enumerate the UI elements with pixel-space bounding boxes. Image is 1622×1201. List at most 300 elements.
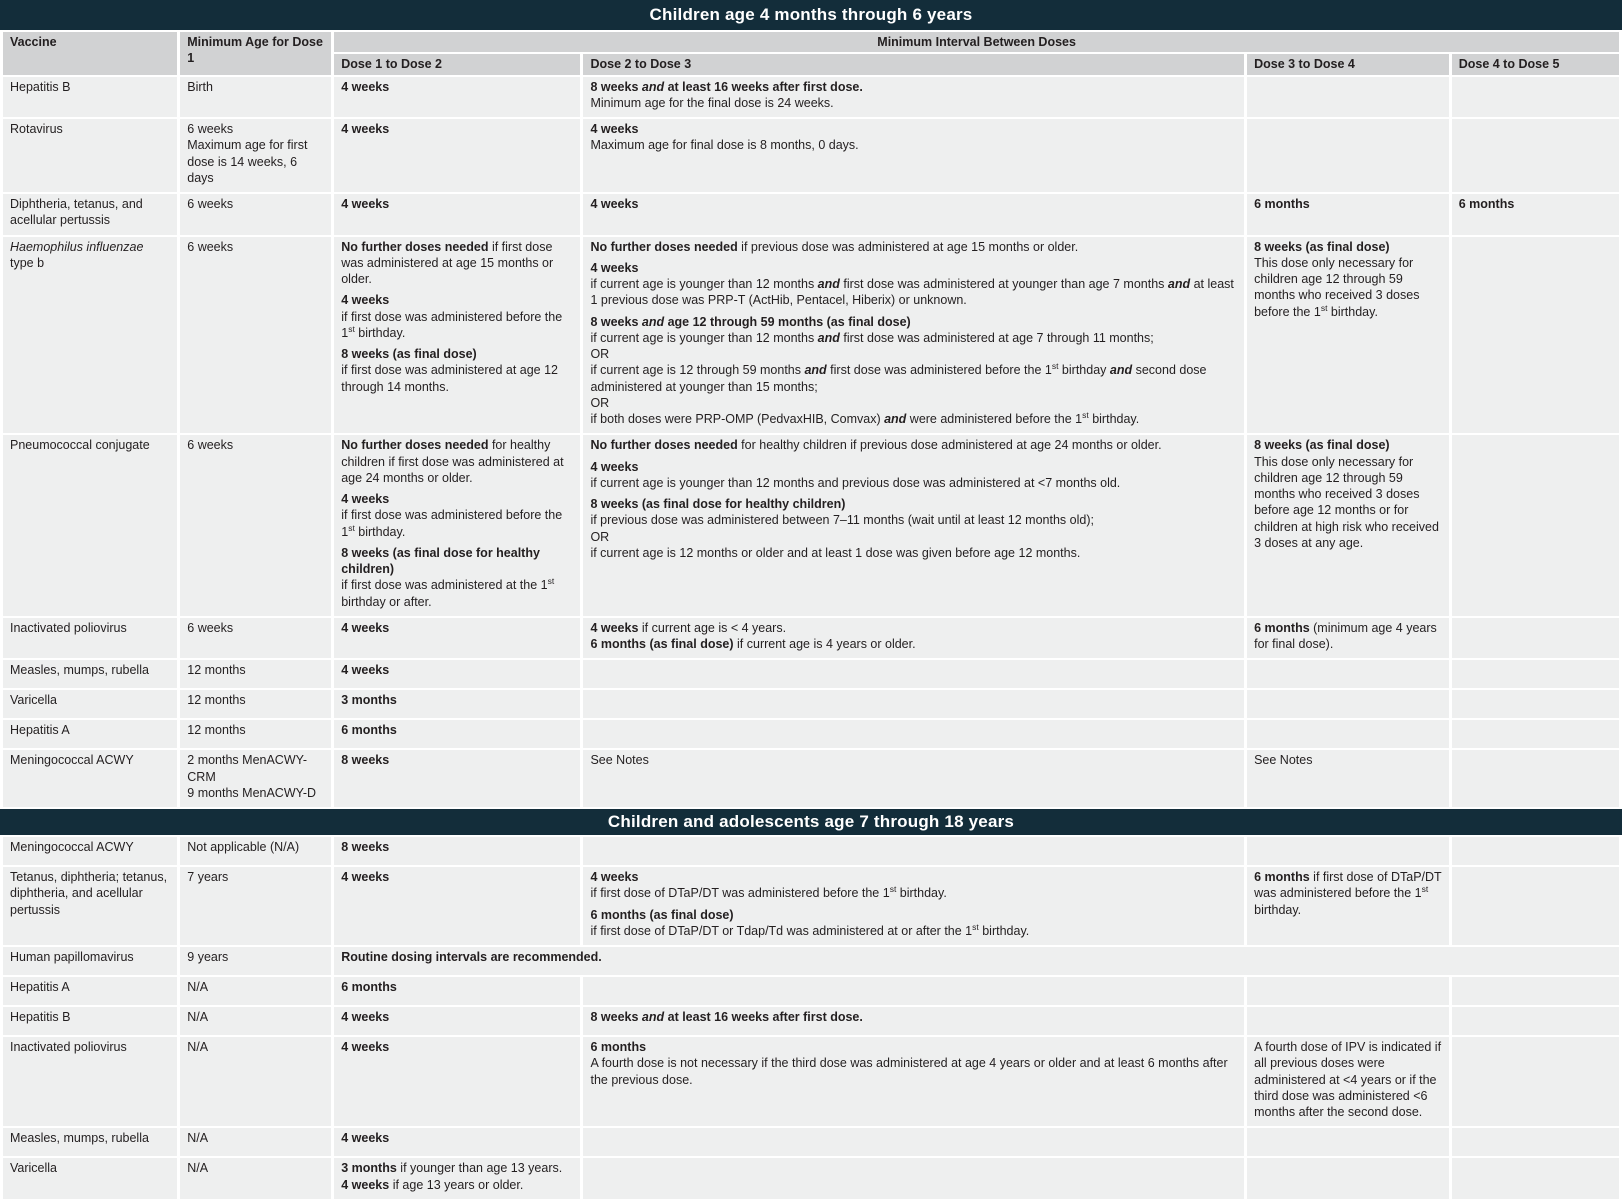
text-segment: 8 weeks (as final dose) — [1254, 239, 1390, 254]
cell-min-age — [180, 194, 331, 235]
text-segment: birthday or after. — [341, 594, 432, 609]
text-segment: 7 years — [187, 870, 229, 884]
text-segment: and — [804, 363, 827, 378]
paragraph — [341, 979, 573, 995]
text-segment: Rotavirus — [10, 122, 63, 136]
paragraph — [341, 577, 573, 610]
paragraph — [590, 276, 1237, 309]
text-segment: Inactivated poliovirus — [10, 1040, 127, 1054]
cell-vaccine — [3, 690, 177, 718]
paragraph — [187, 869, 324, 885]
text-segment: Measles, mumps, rubella — [10, 663, 149, 678]
text-segment: No further doses needed — [341, 438, 489, 453]
cell-vaccine — [3, 837, 177, 865]
text-segment: 6 months — [341, 980, 397, 994]
cell-vaccine — [3, 435, 177, 616]
paragraph — [187, 196, 324, 212]
paragraph — [590, 1039, 1237, 1055]
text-segment: and — [817, 330, 840, 345]
paragraph — [187, 839, 324, 855]
cell-dose-1-to-2 — [334, 977, 580, 1005]
text-segment: 4 weeks — [341, 1040, 390, 1054]
cell-min-age — [180, 435, 331, 616]
cell-min-age — [180, 237, 331, 434]
text-segment: first dose was administered at age 7 through 11 months; — [839, 330, 1154, 345]
cell-dose-3-to-4 — [1247, 720, 1449, 748]
cell-dose-2-to-3 — [583, 435, 1244, 616]
text-segment: 6 months — [1254, 620, 1310, 635]
text-segment: st — [1320, 302, 1328, 313]
paragraph — [1254, 869, 1442, 918]
text-segment: Birth — [187, 79, 213, 94]
text-segment: 3 months — [341, 693, 397, 708]
text-segment: N/A — [187, 1010, 209, 1024]
cell-dose-4-to-5 — [1452, 1007, 1619, 1035]
cell-min-age — [180, 119, 331, 192]
text-segment: second dose administered at younger than 15 months; — [590, 363, 1207, 394]
paragraph — [590, 411, 1237, 427]
text-segment: if first dose was administered at age 12 through 14 months. — [341, 363, 559, 394]
cell-vaccine — [3, 947, 177, 975]
text-segment: if current age is 4 years or older. — [733, 637, 916, 651]
text-segment: age 12 through 59 months (as final dose) — [664, 314, 911, 329]
cell-dose-2-to-3 — [583, 660, 1244, 688]
cell-vaccine — [3, 867, 177, 945]
text-segment: st — [972, 921, 979, 932]
text-segment: Inactivated poliovirus — [10, 620, 127, 635]
table-row — [3, 867, 1619, 945]
text-segment: Haemophilus influenzae — [10, 239, 144, 254]
cell-vaccine — [3, 194, 177, 235]
text-segment: and — [884, 412, 907, 426]
paragraph — [341, 752, 573, 768]
paragraph — [10, 79, 170, 95]
text-segment: if current age is < 4 years. — [638, 620, 787, 635]
paragraph — [590, 752, 1237, 768]
paragraph — [10, 437, 170, 453]
paragraph — [590, 196, 1237, 212]
cell-min-age — [180, 837, 331, 865]
text-segment: Measles, mumps, rubella — [10, 1131, 149, 1146]
text-segment: if first dose was administered before the 1 — [341, 309, 563, 340]
text-segment: and — [1167, 277, 1191, 291]
paragraph — [187, 1009, 324, 1025]
cell-min-age — [180, 618, 331, 659]
text-segment: if current age is younger than 12 months — [590, 277, 818, 291]
table-row — [3, 750, 1619, 807]
header-min-age: Minimum Age for Dose 1 — [180, 32, 331, 75]
text-segment: Diphtheria, tetanus, and acellular pertussis — [10, 197, 143, 228]
paragraph — [10, 722, 170, 738]
paragraph — [1254, 239, 1442, 255]
paragraph — [341, 196, 573, 212]
text-segment: 6 months (as final dose) — [590, 637, 734, 651]
text-segment: 8 weeks — [341, 753, 390, 768]
paragraph — [341, 507, 573, 540]
text-segment: N/A — [187, 980, 209, 994]
paragraph — [187, 121, 324, 137]
text-segment: 12 months — [187, 723, 246, 738]
paragraph — [187, 785, 324, 801]
paragraph — [10, 1009, 170, 1025]
cell-min-age — [180, 1128, 331, 1156]
header-vaccine: Vaccine — [3, 32, 177, 75]
text-segment: 4 weeks — [341, 1131, 390, 1146]
paragraph — [341, 869, 573, 885]
text-segment: 3 months — [341, 1161, 397, 1176]
text-segment: and — [817, 277, 840, 291]
cell-dose-4-to-5 — [1452, 660, 1619, 688]
text-segment: if first dose was administered before the 1 — [341, 508, 563, 539]
cell-vaccine — [3, 1007, 177, 1035]
paragraph — [590, 512, 1237, 528]
paragraph — [341, 1177, 573, 1193]
paragraph — [341, 722, 573, 738]
paragraph — [341, 309, 573, 342]
text-segment: This dose only necessary for children age 12 through 59 months who received 3 doses before age 12 months or for children at high risk who received 3 doses at any age. — [1254, 454, 1439, 550]
header-dose-1-to-2: Dose 1 to Dose 2 — [334, 54, 580, 74]
schedule-table-7-18yr — [0, 835, 1622, 1201]
text-segment: 6 months — [1254, 197, 1310, 211]
cell-dose-3-to-4 — [1247, 750, 1449, 807]
text-segment: No further doses needed — [590, 438, 738, 453]
cell-dose-4-to-5 — [1452, 1158, 1619, 1199]
text-segment: 8 weeks (as final dose for healthy children) — [341, 545, 540, 576]
cell-min-age — [180, 867, 331, 945]
paragraph — [10, 239, 170, 272]
text-segment: 4 weeks — [590, 122, 639, 136]
paragraph — [590, 529, 1237, 545]
text-segment: first dose was administered before the 1 — [826, 363, 1052, 378]
table-row — [3, 660, 1619, 688]
cell-min-age — [180, 77, 331, 118]
table-row — [3, 119, 1619, 192]
cell-dose-3-to-4 — [1247, 1128, 1449, 1156]
schedule-table-4mo-6yr — [0, 30, 1622, 809]
text-segment: birthday. — [354, 524, 406, 539]
cell-vaccine — [3, 720, 177, 748]
cell-dose-2-to-3 — [583, 750, 1244, 807]
paragraph — [590, 459, 1237, 475]
text-segment: 12 months — [187, 693, 246, 708]
table-row — [3, 690, 1619, 718]
cell-min-age — [180, 1037, 331, 1126]
paragraph — [10, 1160, 170, 1176]
text-segment: birthday — [1058, 363, 1110, 378]
paragraph — [1254, 1039, 1442, 1120]
paragraph — [10, 121, 170, 137]
text-segment: Minimum age for the final dose is 24 weeks. — [590, 95, 834, 110]
paragraph — [187, 239, 324, 255]
cell-dose-2-to-3 — [583, 1007, 1244, 1035]
cell-dose-4-to-5 — [1452, 837, 1619, 865]
paragraph — [187, 979, 324, 995]
text-segment: N/A — [187, 1131, 209, 1146]
text-segment: See Notes — [1254, 753, 1313, 768]
text-segment: st — [547, 576, 555, 587]
text-segment: Tetanus, diphtheria; tetanus, diphtheria, and acellular pertussis — [10, 870, 168, 917]
paragraph — [1459, 196, 1612, 212]
header-dose-4-to-5: Dose 4 to Dose 5 — [1452, 54, 1619, 74]
text-segment: if first dose was administered at the 1 — [341, 578, 548, 593]
paragraph — [10, 692, 170, 708]
text-segment: Varicella — [10, 1161, 58, 1176]
paragraph — [187, 692, 324, 708]
cell-dose-4-to-5 — [1452, 690, 1619, 718]
table-row — [3, 1037, 1619, 1126]
text-segment: 6 weeks — [187, 239, 234, 254]
text-segment: if current age is 12 through 59 months — [590, 363, 805, 378]
cell-dose-2-to-3 — [583, 1037, 1244, 1126]
text-segment: Human papillomavirus — [10, 950, 134, 964]
text-segment: st — [1051, 361, 1059, 372]
paragraph — [341, 491, 573, 507]
text-segment: and — [641, 1010, 665, 1024]
cell-dose-4-to-5 — [1452, 435, 1619, 616]
text-segment: if first dose of DTaP/DT was administered before the 1 — [590, 886, 890, 901]
text-segment: st — [1421, 884, 1429, 895]
paragraph — [10, 869, 170, 918]
cell-dose-2-to-3 — [583, 1158, 1244, 1199]
text-segment: 6 months — [1254, 870, 1310, 884]
cell-min-age — [180, 1007, 331, 1035]
table-row — [3, 720, 1619, 748]
cell-dose-2-to-3 — [583, 618, 1244, 659]
text-segment: if previous dose was administered at age 15 months or older. — [737, 239, 1079, 254]
text-segment: for healthy children if previous dose administered at age 24 months or older. — [737, 438, 1162, 453]
text-segment: 8 weeks (as final dose) — [1254, 438, 1390, 453]
table-row — [3, 1128, 1619, 1156]
cell-dose-3-to-4 — [1247, 1007, 1449, 1035]
text-segment: OR — [590, 347, 610, 361]
paragraph — [10, 949, 170, 965]
text-segment: OR — [590, 529, 610, 544]
table-row — [3, 194, 1619, 235]
text-segment: 6 months (as final dose) — [590, 907, 734, 922]
text-segment: Varicella — [10, 693, 58, 708]
cell-dose-2-to-3 — [583, 1128, 1244, 1156]
cell-vaccine — [3, 1158, 177, 1199]
paragraph — [187, 949, 324, 965]
cell-dose-1-to-2 — [334, 720, 580, 748]
paragraph — [10, 620, 170, 636]
paragraph — [10, 979, 170, 995]
paragraph — [10, 196, 170, 229]
text-segment: Meningococcal ACWY — [10, 753, 134, 768]
paragraph — [590, 620, 1237, 636]
text-segment: 8 weeks — [341, 840, 390, 854]
paragraph — [187, 1160, 324, 1176]
paragraph — [10, 662, 170, 678]
cell-dose-2-to-3 — [583, 690, 1244, 718]
text-segment: Hepatitis A — [10, 980, 70, 994]
text-segment: if age 13 years or older. — [389, 1177, 524, 1192]
cell-dose-3-to-4 — [1247, 618, 1449, 659]
text-segment: 4 weeks — [341, 197, 390, 211]
text-segment: 6 months — [341, 723, 397, 738]
text-segment: See Notes — [590, 753, 649, 768]
paragraph — [590, 137, 1237, 153]
paragraph — [187, 137, 324, 186]
paragraph — [341, 362, 573, 395]
cell-dose-3-to-4 — [1247, 1037, 1449, 1126]
text-segment: 4 weeks — [341, 620, 390, 635]
table-row — [3, 977, 1619, 1005]
cell-dose-2-to-3 — [583, 867, 1244, 945]
cell-dose-4-to-5 — [1452, 237, 1619, 434]
paragraph — [187, 1130, 324, 1146]
text-segment: No further doses needed — [590, 239, 738, 254]
paragraph — [590, 545, 1237, 561]
paragraph — [341, 620, 573, 636]
text-segment: 4 weeks — [590, 459, 639, 474]
cell-dose-2-to-3 — [583, 119, 1244, 192]
text-segment: Not applicable (N/A) — [187, 840, 300, 854]
cell-dose-1-to-2 — [334, 237, 580, 434]
cell-dose-1-to-2 — [334, 837, 580, 865]
text-segment: if previous dose was administered between 7–11 months (wait until at least 12 months old); — [590, 513, 1094, 528]
text-segment: 4 weeks — [341, 122, 390, 136]
text-segment: at least 16 weeks after first dose. — [664, 1010, 863, 1024]
paragraph — [590, 314, 1237, 330]
cell-dose-3-to-4 — [1247, 660, 1449, 688]
cell-min-age — [180, 947, 331, 975]
text-segment: 4 weeks — [341, 870, 390, 884]
paragraph — [10, 752, 170, 768]
cell-dose-4-to-5 — [1452, 77, 1619, 118]
text-segment: 8 weeks (as final dose) — [341, 347, 477, 361]
cell-min-age — [180, 1158, 331, 1199]
paragraph — [341, 1160, 573, 1176]
cell-dose-1-to-2 — [334, 750, 580, 807]
cell-vaccine — [3, 77, 177, 118]
paragraph — [590, 330, 1237, 346]
text-segment: and — [1109, 363, 1133, 378]
cell-dose-2-to-3 — [583, 720, 1244, 748]
text-segment: birthday. — [1327, 304, 1378, 319]
text-segment: birthday. — [354, 325, 406, 340]
cell-dose-3-to-4 — [1247, 837, 1449, 865]
cell-dose-1-to-2 — [334, 947, 1619, 975]
text-segment: (minimum age 4 years for final dose). — [1254, 620, 1437, 651]
paragraph — [187, 722, 324, 738]
paragraph — [590, 636, 1237, 652]
paragraph — [1254, 196, 1442, 212]
paragraph — [590, 346, 1237, 362]
table-row — [3, 618, 1619, 659]
paragraph — [590, 907, 1237, 923]
text-segment: A fourth dose of IPV is indicated if all previous doses were administered at <4 years or if the third dose was administered <6 months after the second dose. — [1254, 1040, 1442, 1119]
text-segment: 4 weeks — [590, 197, 639, 211]
text-segment: 6 weeks — [187, 438, 234, 453]
paragraph — [187, 620, 324, 636]
cell-min-age — [180, 690, 331, 718]
paragraph — [590, 1009, 1237, 1025]
cell-dose-1-to-2 — [334, 1158, 580, 1199]
cell-dose-3-to-4 — [1247, 435, 1449, 616]
text-segment: if first dose was administered at age 15 months or older. — [341, 239, 554, 286]
text-segment: and — [641, 79, 665, 94]
paragraph — [341, 239, 573, 288]
text-segment: birthday. — [1088, 412, 1140, 426]
paragraph — [1254, 454, 1442, 552]
text-segment: type b — [10, 255, 45, 270]
text-segment: 6 weeks — [187, 197, 234, 211]
text-segment: st — [348, 522, 355, 533]
text-segment: This dose only necessary for children age 12 through 59 months who received 3 doses before the 1 — [1254, 255, 1420, 319]
paragraph — [341, 346, 573, 362]
text-segment: if both doses were PRP-OMP (PedvaxHIB, Comvax) — [590, 412, 885, 426]
paragraph — [341, 692, 573, 708]
column-header — [3, 32, 1619, 75]
text-segment: OR — [590, 395, 610, 410]
cell-dose-1-to-2 — [334, 867, 580, 945]
text-segment: were administered before the 1 — [906, 412, 1083, 426]
text-segment: Routine dosing intervals are recommended. — [341, 950, 602, 964]
text-segment: 4 weeks — [341, 293, 390, 308]
text-segment: Meningococcal ACWY — [10, 840, 134, 854]
paragraph — [1254, 437, 1442, 453]
table-row — [3, 77, 1619, 118]
text-segment: 2 months MenACWY-CRM — [187, 753, 307, 784]
paragraph — [590, 437, 1237, 453]
paragraph — [341, 839, 573, 855]
text-segment: st — [1082, 409, 1089, 420]
cell-dose-2-to-3 — [583, 837, 1244, 865]
paragraph — [590, 475, 1237, 491]
cell-dose-2-to-3 — [583, 977, 1244, 1005]
table-row — [3, 1007, 1619, 1035]
table-row — [3, 1158, 1619, 1199]
text-segment: Maximum age for first dose is 14 weeks, 6 days — [187, 138, 308, 185]
paragraph — [590, 79, 1237, 95]
text-segment: 4 weeks — [341, 1010, 390, 1024]
paragraph — [341, 79, 573, 95]
paragraph — [341, 292, 573, 308]
text-segment: 8 weeks — [590, 79, 642, 94]
header-interval-group: Minimum Interval Between Doses — [334, 32, 1619, 52]
text-segment: 4 weeks — [590, 620, 639, 635]
text-segment: No further doses needed — [341, 239, 489, 254]
text-segment: 8 weeks (as final dose for healthy children) — [590, 497, 846, 511]
cell-dose-1-to-2 — [334, 660, 580, 688]
cell-min-age — [180, 660, 331, 688]
text-segment: 4 weeks — [341, 1177, 390, 1192]
paragraph — [341, 437, 573, 486]
text-segment: if first dose of DTaP/DT was administered before the 1 — [1254, 870, 1442, 901]
paragraph — [187, 662, 324, 678]
text-segment: st — [889, 884, 897, 895]
cell-dose-2-to-3 — [583, 194, 1244, 235]
cell-dose-4-to-5 — [1452, 1128, 1619, 1156]
paragraph — [590, 362, 1237, 395]
cell-dose-2-to-3 — [583, 237, 1244, 434]
cell-vaccine — [3, 977, 177, 1005]
cell-dose-3-to-4 — [1247, 1158, 1449, 1199]
paragraph — [187, 1039, 324, 1055]
paragraph — [590, 121, 1237, 137]
paragraph — [341, 1130, 573, 1146]
text-segment: first dose was administered at younger than age 7 months — [839, 277, 1168, 291]
paragraph — [590, 496, 1237, 512]
header-dose-3-to-4: Dose 3 to Dose 4 — [1247, 54, 1449, 74]
cell-dose-1-to-2 — [334, 618, 580, 659]
text-segment: if current age is 12 months or older and at least 1 dose was given before age 12 months. — [590, 545, 1081, 560]
text-segment: Maximum age for final dose is 8 months, 0 days. — [590, 138, 859, 153]
paragraph — [1254, 620, 1442, 653]
cell-dose-1-to-2 — [334, 1007, 580, 1035]
text-segment: if first dose of DTaP/DT or Tdap/Td was administered at or after the 1 — [590, 923, 973, 938]
